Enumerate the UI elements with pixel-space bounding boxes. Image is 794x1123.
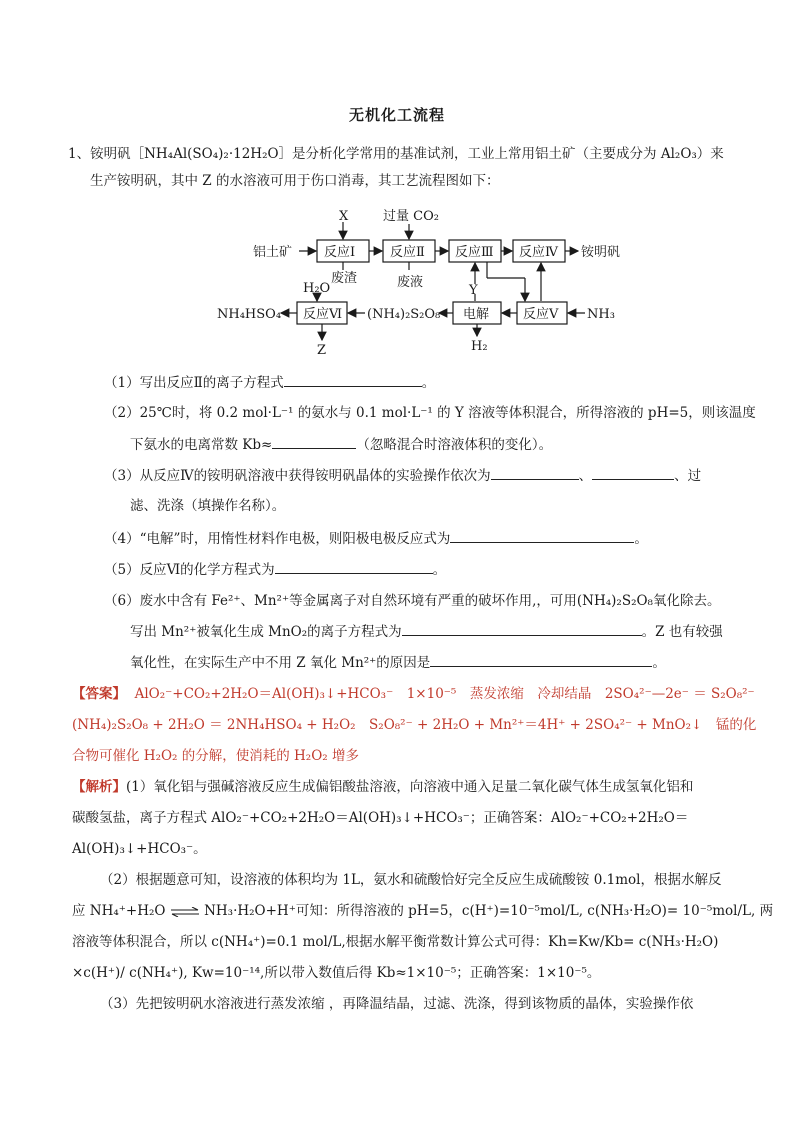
y-label: Y bbox=[469, 283, 478, 298]
page-title: 无机化工流程 bbox=[348, 106, 445, 124]
waste-residue-label: 废渣 bbox=[331, 271, 358, 286]
product-label: 铵明矾 bbox=[581, 245, 621, 260]
answer-line-2: (NH₄)₂S₂O₈ + 2H₂O ＝ 2NH₄HSO₄ + H₂O₂ S₂O₈²⁻ + 2H₂O + Mn²⁺＝4H⁺ + 2SO₄²⁻ + MnO₂↓ 锰的化 bbox=[72, 717, 757, 733]
waste-liquid-label: 废液 bbox=[397, 275, 424, 290]
water-label: H₂O bbox=[303, 281, 331, 296]
answer-blank-3b[interactable] bbox=[592, 467, 674, 480]
answer-blank-6b[interactable] bbox=[430, 654, 652, 667]
question-3-separator: 、 bbox=[578, 468, 593, 484]
question-4 bbox=[104, 530, 648, 548]
question-6-text-2: 氧化性，在实际生产中不用 Z 氧化 Mn²⁺的原因是 bbox=[130, 655, 431, 671]
question-4-text: （4）“电解”时，用惰性材料作电极，则阳极电极反应式为 bbox=[104, 531, 451, 547]
analysis-text-1: (1）氧化铝与强碱溶液反应生成偏铝酸盐溶液，向溶液中通入足量二氧化碳气体生成氢氧化铝和 bbox=[126, 779, 694, 795]
hydrogen-label: H₂ bbox=[471, 339, 488, 354]
question-5 bbox=[104, 561, 446, 579]
analysis-line-6: 溶液等体积混合，所以 c(NH₄⁺)=0.1 mol/L,根据水解平衡常数计算公式可得：Kh=Kw/Kb= c(NH₃·H₂O) bbox=[72, 934, 719, 950]
answer-blank-3a[interactable] bbox=[491, 467, 579, 480]
co2-reagent-label: 过量 CO₂ bbox=[383, 209, 439, 224]
ammonia-label: NH₃ bbox=[587, 307, 615, 322]
analysis-line-3: Al(OH)₃↓+HCO₃⁻。 bbox=[72, 841, 207, 857]
answer-blank-4[interactable] bbox=[450, 530, 634, 543]
answer-blank-2[interactable] bbox=[272, 436, 356, 449]
question-6-line-1: （6）废水中含有 Fe²⁺、Mn²⁺等金属离子对自然环境有严重的破坏作用,，可用(NH₄)₂S₂O₈氧化除去。 bbox=[104, 593, 721, 609]
electrolysis-label: 电解 bbox=[463, 307, 490, 322]
reaction-3-label: 反应Ⅲ bbox=[455, 245, 494, 260]
question-5-end: 。 bbox=[432, 562, 447, 578]
analysis-line-1 bbox=[72, 778, 693, 796]
question-3-line-2: 滤、洗涤（填操作名称）。 bbox=[130, 498, 286, 514]
question-6-line-3 bbox=[130, 654, 666, 672]
nh4hso4-label: NH₄HSO₄ bbox=[217, 307, 282, 322]
question-2-text: 下氨水的电离常数 Kb≈ bbox=[130, 437, 273, 453]
answer-blank-6a[interactable] bbox=[402, 623, 642, 636]
answer-blank-5[interactable] bbox=[275, 561, 433, 574]
analysis-line-7: ×c(H⁺)/ c(NH₄⁺), Kw=10⁻¹⁴,所以带入数值后得 Kb≈1×10⁻⁵；正确答案：1×10⁻⁵。 bbox=[72, 965, 601, 981]
question-1-text: （1）写出反应Ⅱ的离子方程式 bbox=[104, 375, 284, 391]
reaction-6-label: 反应Ⅵ bbox=[303, 307, 343, 322]
question-2-line-1: （2）25℃时，将 0.2 mol·L⁻¹ 的氨水与 0.1 mol·L⁻¹ 的 Y 溶液等体积混合，所得溶液的 pH=5，则该温度 bbox=[104, 405, 756, 421]
question-intro-line-2: 生产铵明矾，其中 Z 的水溶液可用于伤口消毒，其工艺流程图如下： bbox=[90, 173, 500, 189]
question-2-tail: （忽略混合时溶液体积的变化）。 bbox=[356, 437, 553, 453]
question-1 bbox=[104, 374, 435, 392]
analysis-text-5a: 应 NH₄⁺+H₂O bbox=[72, 903, 166, 919]
question-6-line-2 bbox=[130, 623, 723, 641]
question-1-end: 。 bbox=[421, 375, 436, 391]
equilibrium-arrow-icon bbox=[170, 907, 200, 917]
z-label: Z bbox=[317, 343, 327, 358]
reaction-2-label: 反应Ⅱ bbox=[390, 245, 425, 260]
question-3-text: （3）从反应Ⅳ的铵明矾溶液中获得铵明矾晶体的实验操作依次为 bbox=[104, 468, 491, 484]
answer-blank-1[interactable] bbox=[284, 374, 422, 387]
question-3-line-1 bbox=[104, 467, 701, 485]
answer-text-1: AlO₂⁻+CO₂+2H₂O＝Al(OH)₃↓+HCO₃⁻ 1×10⁻⁵ 蒸发浓缩 冷却结晶 2SO₄²⁻—2e⁻ ＝ S₂O₈²⁻ bbox=[134, 686, 755, 702]
question-5-text: （5）反应Ⅵ的化学方程式为 bbox=[104, 562, 275, 578]
question-6-tail: 。Z 也有较强 bbox=[641, 624, 723, 640]
reaction-1-label: 反应Ⅰ bbox=[324, 245, 356, 260]
question-3-separator-2: 、 bbox=[674, 468, 688, 484]
process-flow-diagram bbox=[205, 202, 635, 360]
question-2-line-2 bbox=[130, 436, 552, 454]
analysis-line-2: 碳酸氢盐，离子方程式 AlO₂⁻+CO₂+2H₂O＝Al(OH)₃↓+HCO₃⁻；正确答案：AlO₂⁻+CO₂+2H₂O＝ bbox=[72, 810, 689, 826]
analysis-text-5b: NH₃·H₂O+H⁺可知：所得溶液的 pH=5，c(H⁺)=10⁻⁵mol/L, c(NH₃·H₂O)= 10⁻⁵mol/L, 两 bbox=[204, 903, 774, 919]
question-intro-line-1: 1、铵明矾［NH₄Al(SO₄)₂·12H₂O］是分析化学常用的基准试剂，工业上常用铝土矿（主要成分为 Al₂O₃）来 bbox=[68, 146, 724, 162]
analysis-line-5 bbox=[72, 902, 773, 920]
persulfate-label: (NH₄)₂S₂O₈ bbox=[367, 307, 441, 322]
analysis-line-4: （2）根据题意可知，设溶液的体积均为 1L，氨水和硫酸恰好完全反应生成硫酸铵 0.1mol，根据水解反 bbox=[100, 872, 722, 888]
question-6-text: 写出 Mn²⁺被氧化生成 MnO₂的离子方程式为 bbox=[130, 624, 402, 640]
answer-line-3: 合物可催化 H₂O₂ 的分解，使消耗的 H₂O₂ 增多 bbox=[72, 748, 359, 764]
answer-line-1 bbox=[72, 685, 755, 703]
question-3-tail: 过 bbox=[687, 468, 702, 484]
x-reagent-label: X bbox=[339, 209, 349, 224]
ore-label: 铝土矿 bbox=[253, 245, 293, 260]
analysis-line-8: （3）先把铵明矾水溶液进行蒸发浓缩 ，再降温结晶，过滤、洗涤，得到该物质的晶体，实验操作依 bbox=[100, 996, 694, 1012]
analysis-label: 【解析】 bbox=[72, 779, 126, 795]
reaction-5-label: 反应Ⅴ bbox=[523, 307, 559, 322]
question-4-end: 。 bbox=[634, 531, 648, 547]
reaction-4-label: 反应Ⅳ bbox=[519, 245, 558, 260]
answer-label: 【答案】 bbox=[72, 686, 126, 702]
question-6-end: 。 bbox=[652, 655, 666, 671]
